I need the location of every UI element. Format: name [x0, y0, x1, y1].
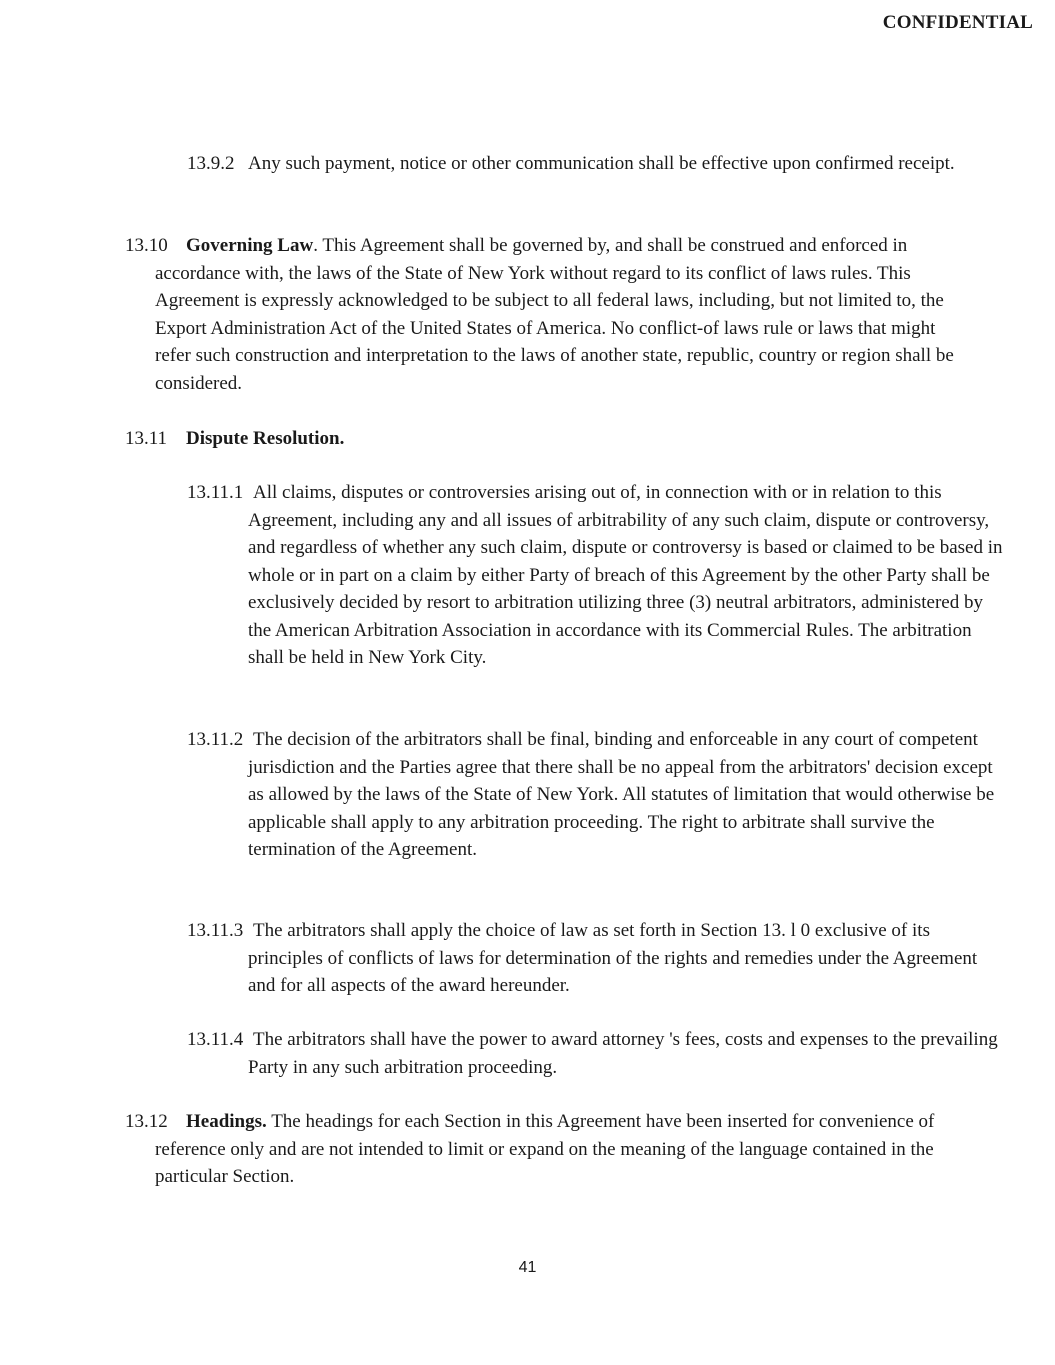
clause-text: The arbitrators shall apply the choice of law as set forth in Section 13. l 0 exclusive of its principles of conflicts of laws for determination of the rights and remedies under the Agreement and for all aspects of the award hereunder. — [248, 920, 978, 996]
confidential-label: CONFIDENTIAL — [882, 12, 1033, 33]
clause-number: 13.12 — [125, 1111, 168, 1132]
clause-13-12 — [125, 1108, 965, 1191]
clause-number: 13.11.1 — [187, 482, 244, 503]
clause-13-11-3 — [187, 917, 1008, 1000]
page-number: 41 — [518, 1259, 537, 1276]
clause-text: The headings for each Section in this Agreement have been inserted for convenience of reference only and are not intended to limit or expand on the meaning of the language contained in the particular Section. — [155, 1111, 935, 1187]
clause-13-10 — [125, 232, 965, 397]
clause-heading: Dispute Resolution. — [186, 428, 345, 449]
clause-text: All claims, disputes or controversies arising out of, in connection with or in relation to this Agreement, including any and all issues of arbitrability of any such claim, dispute or controversy, and regardless of whether any such claim, dispute or controversy is based or claimed to be based in whole or in part on a claim by either Party of breach of this Agreement by the other Party shall be exclusively decided by resort to arbitration utilizing three (3) neutral arbitrators, administered by the American Arbitration Association in accordance with its Commercial Rules. The arbitration shall be held in New York City. — [248, 482, 1003, 668]
clause-text: The arbitrators shall have the power to award attorney 's fees, costs and expenses to the prevailing Party in any such arbitration proceeding. — [248, 1029, 998, 1078]
clause-heading: Governing Law — [186, 235, 314, 256]
clause-number: 13.10 — [125, 235, 168, 256]
clause-13-11-2 — [187, 726, 1008, 864]
clause-13-11-4 — [187, 1026, 1008, 1081]
clause-13-11-1 — [187, 479, 1008, 672]
clause-text: The decision of the arbitrators shall be final, binding and enforceable in any court of competent jurisdiction and the Parties agree that there shall be no appeal from the arbitrators' decision except as allowed by the laws of the State of New York. All statutes of limitation that would otherwise be applicable shall apply to any arbitration proceeding. The right to arbitrate shall survive the termination of the Agreement. — [248, 729, 995, 860]
clause-13-11 — [125, 425, 965, 453]
clause-number: 13.11.2 — [187, 729, 244, 750]
clause-text: Any such payment, notice or other communication shall be effective upon confirmed receipt. — [248, 153, 955, 174]
clause-number: 13.11.3 — [187, 920, 244, 941]
clause-13-9-2 — [187, 150, 1008, 178]
clause-number: 13.11.4 — [187, 1029, 244, 1050]
clause-number: 13.11 — [125, 428, 168, 449]
clause-text: . This Agreement shall be governed by, and shall be construed and enforced in accordance with, the laws of the State of New York without regard to its conflict of laws rules. This Agreement is expressly acknowledged to be subject to all federal laws, including, but not limited to, the Export Administration Act of the United States of America. No conflict-of laws rule or laws that might refer such construction and interpretation to the laws of another state, republic, country or region shall be considered. — [155, 235, 954, 394]
clause-heading: Headings. — [186, 1111, 267, 1132]
clause-number: 13.9.2 — [187, 153, 235, 174]
